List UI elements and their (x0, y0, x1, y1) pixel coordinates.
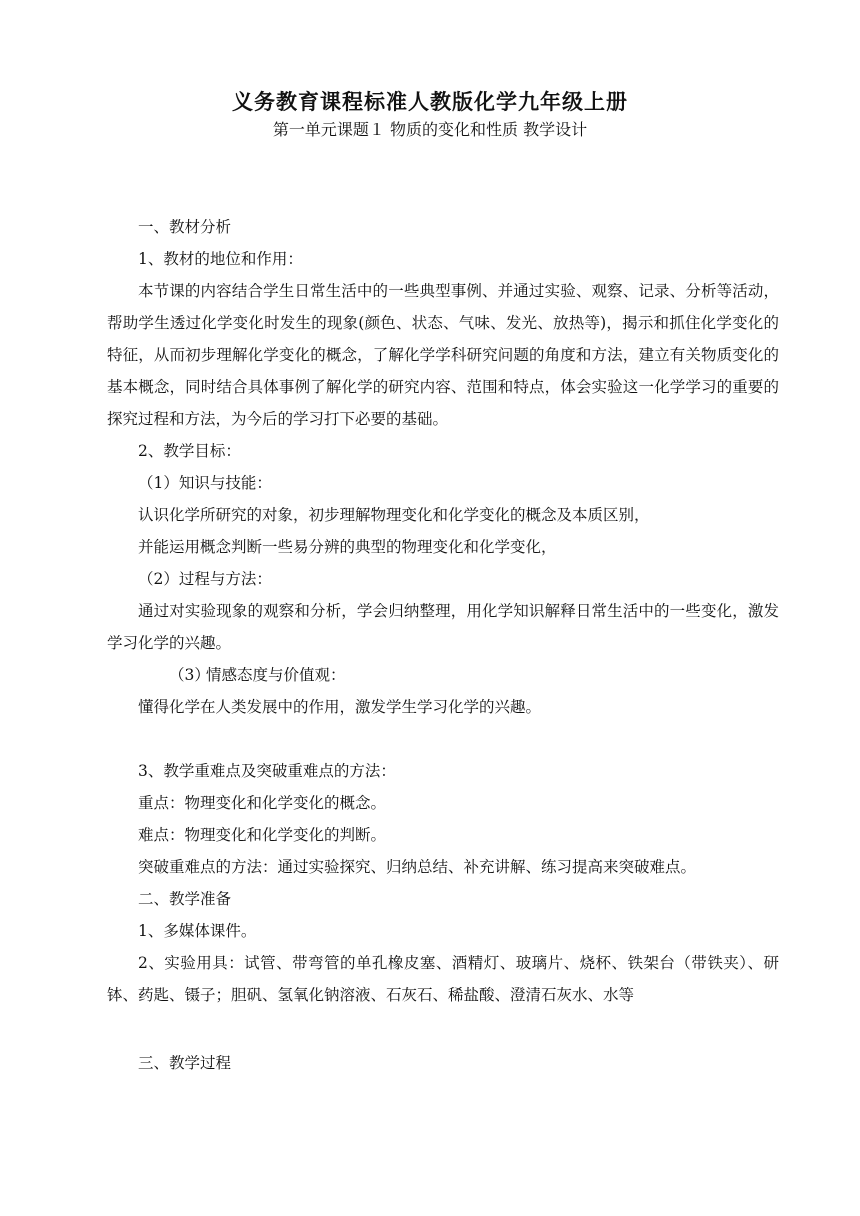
section-heading-preparation: 二、教学准备 (138, 890, 232, 908)
goal-process-paragraph: 通过对实验现象的观察和分析，学会归纳整理，用化学知识解释日常生活中的一些变化，激发学习化学的兴趣。 (107, 602, 779, 652)
goal-emotion-label: 情感态度与价值观： (206, 666, 346, 684)
document-body (107, 211, 779, 1079)
goal-knowledge-heading: （1）知识与技能： (138, 474, 272, 492)
goal-emotion-text: 懂得化学在人类发展中的作用，激发学生学习化学的兴趣。 (138, 698, 542, 716)
prep-equipment: 2、实验用具：试管、带弯管的单孔橡皮塞、酒精灯、玻璃片、烧杯、铁架台（带铁夹）、研钵、药匙、镊子；胆矾、氢氧化钠溶液、石灰石、稀盐酸、澄清石灰水、水等 (107, 954, 779, 1004)
section-heading-process: 三、教学过程 (138, 1054, 232, 1072)
document-subtitle: 第一单元课题１ 物质的变化和性质 教学设计 (272, 120, 588, 139)
goal-knowledge-line-2: 并能运用概念判断一些易分辨的典型的物理变化和化学变化， (138, 538, 557, 556)
breakthrough-method: 突破重难点的方法：通过实验探究、归纳总结、补充讲解、练习提高来突破难点。 (138, 858, 697, 876)
key-point: 重点：物理变化和化学变化的概念。 (138, 794, 387, 812)
prep-multimedia: 1、多媒体课件。 (138, 922, 257, 940)
goal-emotion-heading (107, 659, 779, 691)
spacer (107, 723, 779, 755)
goal-process-heading: （2）过程与方法： (138, 570, 272, 588)
section-heading-textbook-analysis: 一、教材分析 (138, 218, 232, 236)
document-title: 义务教育课程标准人教版化学九年级上册 (232, 90, 628, 114)
goal-knowledge-line-1: 认识化学所研究的对象，初步理解物理变化和化学变化的概念及本质区别， (138, 506, 650, 524)
difficult-point: 难点：物理变化和化学变化的判断。 (138, 826, 387, 844)
subheading-goals: 2、教学目标： (138, 442, 241, 460)
subheading-role: 1、教材的地位和作用： (138, 250, 303, 268)
goal-emotion-number: （3） (169, 666, 210, 684)
subheading-key-difficult: 3、教学重难点及突破重难点的方法： (138, 762, 396, 780)
spacer (107, 1011, 779, 1047)
paragraph-role: 本节课的内容结合学生日常生活中的一些典型事例、并通过实验、观察、记录、分析等活动，帮助学生透过化学变化时发生的现象(颜色、状态、气味、发光、放热等)，揭示和抓住化学变化的特征，从而初步理解化学变化的概念，了解化学学科研究问题的角度和方法，建立有关物质变化的基本概念，同时结合具体事例了解化学的研究内容、范围和特点，体会实验这一化学学习的重要的探究过程和方法，为今后的学习打下必要的基础。 (107, 282, 779, 428)
